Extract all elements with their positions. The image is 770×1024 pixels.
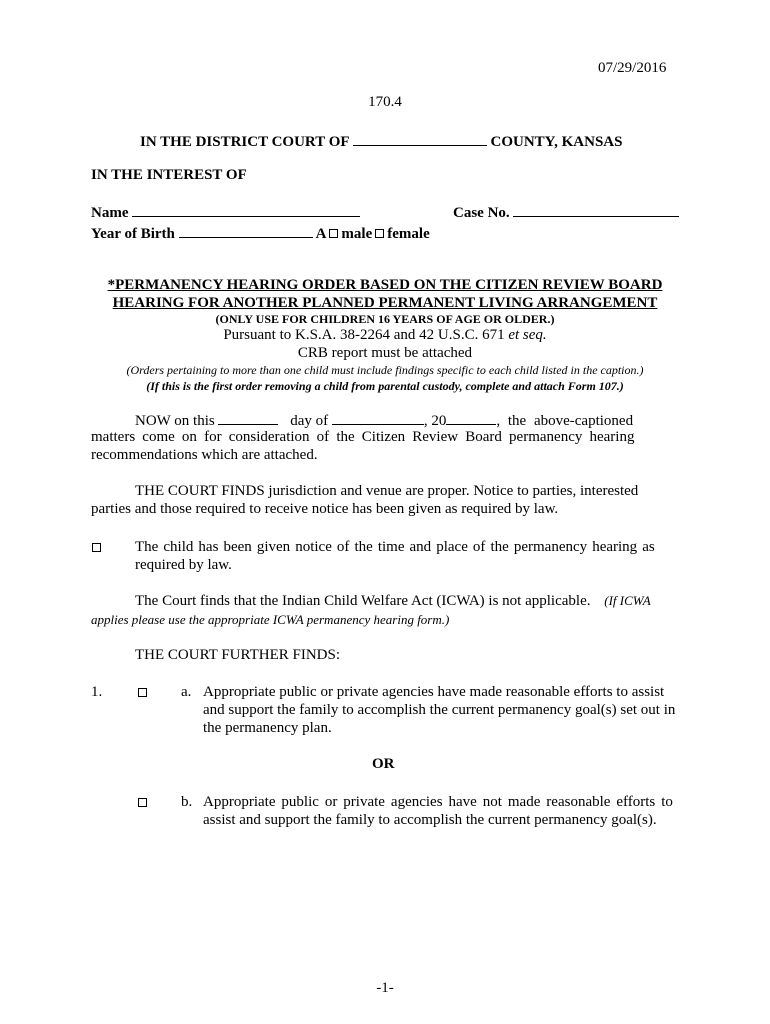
finds-line-1: THE COURT FINDS jurisdiction and venue are proper. Notice to parties, interested [135, 483, 639, 499]
court-heading [140, 132, 622, 151]
icwa-text: The Court finds that the Indian Child Welfare Act (ICWA) is not applicable. [135, 593, 591, 609]
court-heading-right: COUNTY, KANSAS [490, 134, 623, 150]
year-of-birth-label: Year of Birth [91, 226, 175, 242]
pursuant-italic: et seq. [508, 327, 547, 343]
title-line-1-text: *PERMANENCY HEARING ORDER BASED ON THE CITIZEN REVIEW BOARD [107, 277, 663, 293]
case-no-field[interactable] [513, 203, 679, 217]
year-of-birth-field[interactable] [179, 224, 313, 238]
case-no-label: Case No. [453, 205, 510, 221]
or-label: OR [372, 756, 395, 772]
pursuant-text: Pursuant to K.S.A. 38-2264 and 42 U.S.C. 671 [223, 327, 509, 343]
item-b-line-2: assist and support the family to accomplish the current permanency goal(s). [203, 812, 657, 828]
crb-note: CRB report must be attached [297, 345, 473, 361]
icwa-line-1 [135, 593, 651, 610]
title-line-1 [0, 277, 770, 294]
county-field[interactable] [353, 132, 487, 146]
item-b-line-1: Appropriate public or private agencies have not made reasonable efforts to [203, 794, 673, 810]
age-note: (ONLY USE FOR CHILDREN 16 YEARS OF AGE OR OLDER.) [215, 312, 555, 326]
a-label: A [315, 226, 327, 242]
notice-line-2: required by law. [135, 557, 232, 573]
further-finds-heading: THE COURT FURTHER FINDS: [135, 647, 341, 663]
pursuant-line [0, 327, 770, 344]
name-row [91, 203, 360, 222]
page-number: -1- [376, 980, 394, 996]
item-a-line-3: the permanency plan. [203, 720, 332, 736]
female-label: female [387, 226, 430, 242]
now-text-c: , 20 [423, 413, 447, 429]
interest-of-label: IN THE INTEREST OF [91, 167, 247, 183]
item-a-line-2: and support the family to accomplish the current permanency goal(s) set out in [203, 702, 676, 718]
item-b-letter: b. [181, 794, 193, 810]
case-no-row [453, 203, 679, 222]
male-label: male [341, 226, 373, 242]
now-text-a: NOW on this [135, 413, 215, 429]
title-line-2 [0, 295, 770, 312]
item-b-checkbox[interactable] [138, 798, 147, 807]
item-a-letter: a. [181, 684, 192, 700]
year-field[interactable] [446, 411, 496, 425]
notice-checkbox[interactable] [92, 543, 101, 552]
day-field[interactable] [218, 411, 278, 425]
title-line-2-text: HEARING FOR ANOTHER PLANNED PERMANENT LIVING ARRANGEMENT [112, 295, 658, 311]
notice-line-1: The child has been given notice of the time and place of the permanency hearing as [135, 539, 655, 555]
item-a-checkbox[interactable] [138, 688, 147, 697]
now-line-2: matters come on for consideration of the Citizen Review Board permanency hearing [91, 429, 635, 445]
item-1-number: 1. [91, 684, 103, 700]
form-number: 170.4 [368, 94, 402, 110]
name-field[interactable] [132, 203, 360, 217]
now-line-3: recommendations which are attached. [91, 447, 318, 463]
form-date: 07/29/2016 [598, 60, 667, 76]
first-order-note: (If this is the first order removing a child from parental custody, complete and attach Form 107.) [146, 379, 624, 393]
now-text-b: day of [290, 413, 329, 429]
now-text-d: , the above-captioned [496, 413, 634, 429]
name-label: Name [91, 205, 129, 221]
birth-row [91, 224, 430, 243]
now-line-1 [135, 411, 633, 430]
orders-note: (Orders pertaining to more than one child must include findings specific to each child listed in the caption.) [126, 363, 644, 377]
female-checkbox[interactable] [375, 229, 384, 238]
court-heading-left: IN THE DISTRICT COURT OF [140, 134, 349, 150]
finds-line-2: parties and those required to receive notice has been given as required by law. [91, 501, 559, 517]
icwa-italic-1: (If ICWA [604, 593, 651, 608]
icwa-line-2: applies please use the appropriate ICWA permanency hearing form.) [91, 612, 450, 627]
month-field[interactable] [332, 411, 424, 425]
item-a-line-1: Appropriate public or private agencies have made reasonable efforts to assist [203, 684, 665, 700]
male-checkbox[interactable] [329, 229, 338, 238]
